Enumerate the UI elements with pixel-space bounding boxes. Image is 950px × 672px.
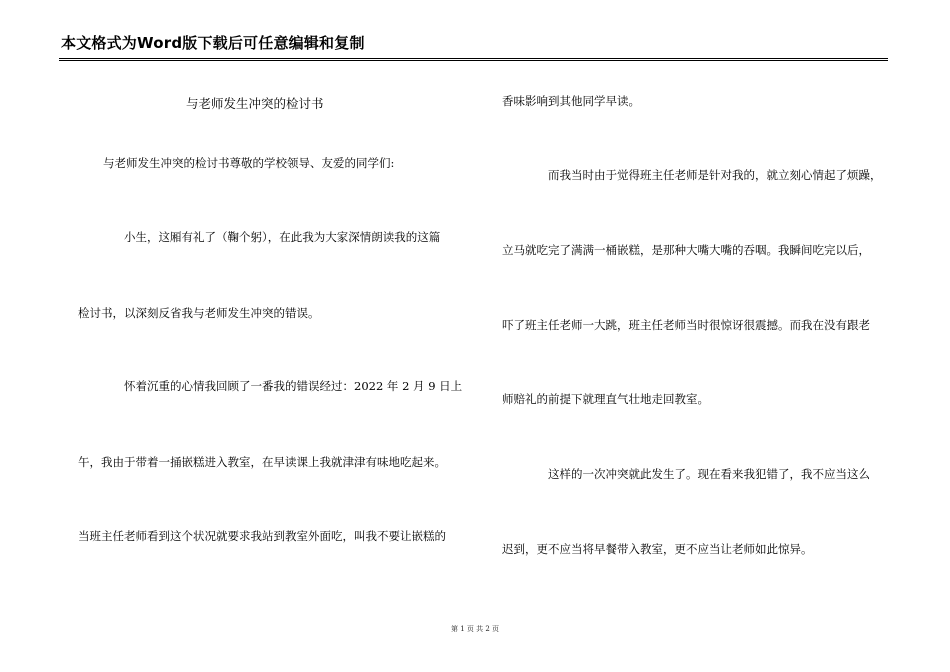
header-divider [59, 58, 888, 59]
paragraph-line: 香味影响到其他同学早读。 [502, 94, 640, 108]
paragraph-line: 小生，这厢有礼了（鞠个躬），在此我为大家深情朗读我的这篇 [124, 230, 441, 244]
download-banner: 本文格式为Word版下载后可任意编辑和复制 [61, 34, 365, 52]
header-divider-secondary [59, 60, 888, 61]
paragraph-line: 而我当时由于觉得班主任老师是针对我的，就立刻心情起了烦躁， [548, 168, 882, 182]
paragraph-line: 午，我由于带着一捅嵌糕进入教室，在早读课上我就津津有味地吃起来。 [78, 455, 446, 469]
paragraph-line: 怀着沉重的心情我回顾了一番我的错误经过：2022 年 2 月 9 日上 [124, 379, 463, 393]
document-title: 与老师发生冲突的检讨书 [186, 96, 324, 111]
paragraph-line: 迟到，更不应当将早餐带入教室，更不应当让老师如此惊异。 [502, 542, 813, 556]
paragraph-line: 这样的一次冲突就此发生了。现在看来我犯错了，我不应当这么 [548, 467, 870, 481]
page-number: 第 1 页 共 2 页 [450, 625, 500, 633]
paragraph-line: 吓了班主任老师一大跳，班主任老师当时很惊讶很震撼。而我在没有跟老 [502, 318, 870, 332]
paragraph-line: 师赔礼的前提下就理直气壮地走回教室。 [502, 392, 709, 406]
paragraph-line: 与老师发生冲突的检讨书尊敬的学校领导、友爱的同学们: [103, 156, 395, 170]
paragraph-line: 当班主任老师看到这个状况就要求我站到教室外面吃，叫我不要让嵌糕的 [78, 529, 446, 543]
paragraph-line: 立马就吃完了满满一桶嵌糕，是那种大嘴大嘴的吞咽。我瞬间吃完以后， [502, 243, 870, 257]
paragraph-line: 检讨书，以深刻反省我与老师发生冲突的错误。 [78, 306, 320, 320]
